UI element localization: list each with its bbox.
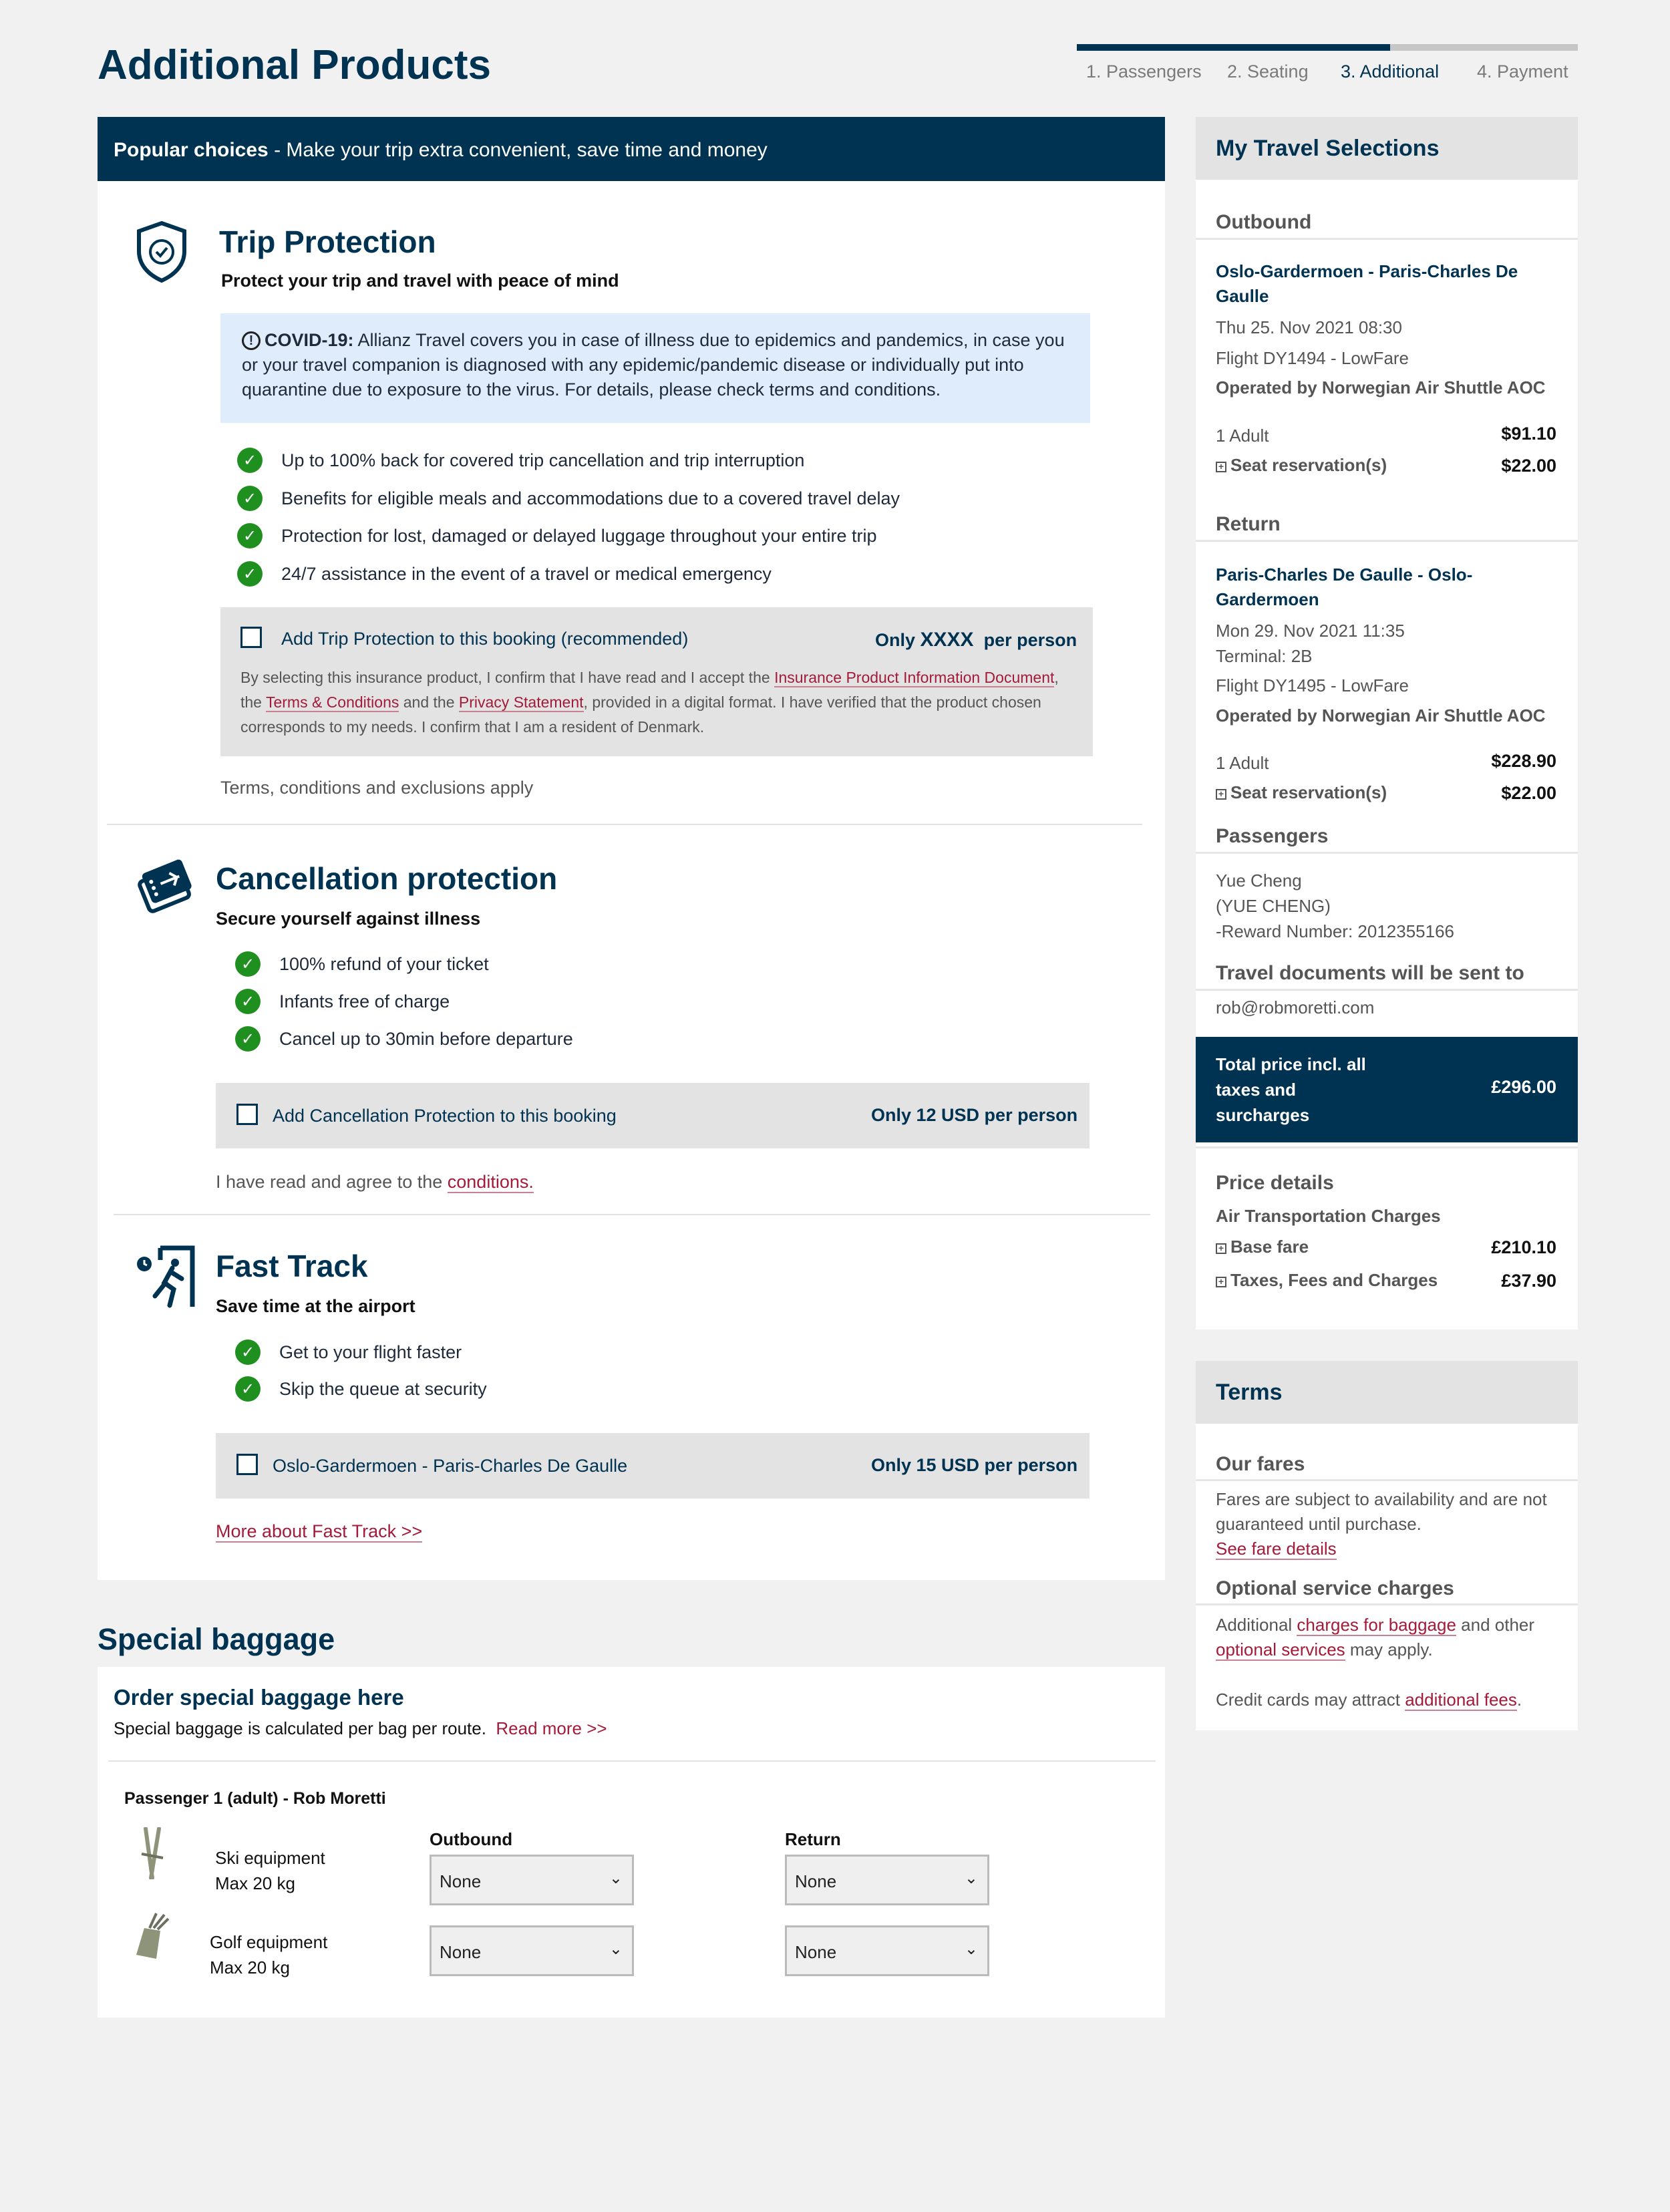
cancellation-subtitle: Secure yourself against illness <box>216 909 481 929</box>
bullet-text: Cancel up to 30min before departure <box>279 1028 573 1049</box>
trip-protection-price <box>875 629 1077 651</box>
terms-note: Terms, conditions and exclusions apply <box>220 778 534 798</box>
list-item <box>237 523 877 548</box>
passenger-label: Passenger 1 (adult) - Rob Moretti <box>124 1789 386 1808</box>
popular-choices-banner <box>98 117 1165 181</box>
cancellation-add-label[interactable]: Add Cancellation Protection to this booking <box>273 1106 617 1126</box>
price-details-heading: Price details <box>1216 1172 1334 1194</box>
trip-protection-checkbox[interactable] <box>240 627 262 648</box>
fast-track-more <box>216 1521 422 1542</box>
golf-equipment-label: Golf equipment Max 20 kg <box>210 1932 328 1978</box>
bullet-text: Skip the queue at security <box>279 1378 487 1399</box>
fast-track-route-label[interactable]: Oslo-Gardermoen - Paris-Charles De Gaulle <box>273 1456 628 1476</box>
documents-heading: Travel documents will be sent to <box>1216 962 1524 984</box>
price-value: XXXX <box>920 629 974 651</box>
ticket-plane-icon <box>136 857 194 921</box>
privacy-statement-link[interactable]: Privacy Statement <box>458 693 584 711</box>
trip-protection-subtitle: Protect your trip and travel with peace of mind <box>221 271 619 291</box>
bullet-text: Get to your flight faster <box>279 1341 462 1362</box>
banner-text: - Make your trip extra convenient, save time and money <box>268 139 768 161</box>
read-more-link[interactable]: Read more >> <box>496 1718 607 1738</box>
return-route: Paris-Charles De Gaulle - Oslo-Gardermoen <box>1216 565 1473 609</box>
list-item <box>235 1376 487 1402</box>
golf-outbound-select[interactable]: None ⌄ <box>430 1925 634 1976</box>
plus-icon: + <box>1216 1277 1226 1287</box>
fast-track-price: Only 15 USD per person <box>871 1455 1078 1475</box>
trip-protection-title: Trip Protection <box>219 224 436 259</box>
optional-charges-text: Additional charges for baggage and other optional services may apply. <box>1216 1615 1535 1660</box>
divider <box>1196 1603 1578 1605</box>
fast-track-title: Fast Track <box>216 1249 368 1283</box>
taxes-fees-toggle[interactable]: + Taxes, Fees and Charges <box>1216 1268 1438 1293</box>
passenger-name: Yue Cheng <box>1216 871 1302 891</box>
return-seat-toggle[interactable]: + Seat reservation(s) <box>1216 780 1387 805</box>
exclamation-icon: ! <box>242 331 261 350</box>
return-seat-price: $22.00 <box>1501 783 1556 803</box>
shield-check-icon <box>135 220 188 283</box>
trip-protection-add-label[interactable]: Add Trip Protection to this booking (recommended) <box>281 629 689 649</box>
terms-conditions-link[interactable]: Terms & Conditions <box>265 693 399 711</box>
divider <box>1196 1479 1578 1481</box>
progress-fill <box>1077 44 1390 51</box>
list-item <box>235 951 489 977</box>
return-column-header: Return <box>785 1829 841 1849</box>
optional-charges-heading: Optional service charges <box>1216 1577 1454 1599</box>
covid-notice <box>220 313 1090 423</box>
chevron-down-icon: ⌄ <box>609 1940 623 1958</box>
outbound-datetime: Thu 25. Nov 2021 08:30 <box>1216 317 1402 337</box>
outbound-adult-label: 1 Adult <box>1216 426 1269 446</box>
divider <box>108 1760 1156 1762</box>
outbound-operator: Operated by Norwegian Air Shuttle AOC <box>1216 377 1546 398</box>
outbound-flight: Flight DY1494 - LowFare <box>1216 348 1409 368</box>
insurance-disclaimer: By selecting this insurance product, I confirm that I have read and I accept the Insurance Product Information Document, the Terms & Conditions and the Privacy Statement, provided in a digital format. I have verified that the product chosen corresponds to my needs. I confirm that I am a resident of Denmark. <box>240 669 1059 736</box>
bullet-text: 100% refund of your ticket <box>279 953 489 974</box>
bullet-text: Up to 100% back for covered trip cancellation and trip interruption <box>281 450 805 470</box>
outbound-heading: Outbound <box>1216 211 1312 233</box>
return-operator: Operated by Norwegian Air Shuttle AOC <box>1216 705 1546 726</box>
price-suffix: per person <box>983 630 1077 650</box>
covid-text: Allianz Travel covers you in case of illness due to epidemics and pandemics, in case you or your travel companion is diagnosed with any epidemic/pandemic disease or individually put into quarantine due to exposure to the virus. For details, please check terms and conditions. <box>242 330 1065 400</box>
divider <box>1196 238 1578 240</box>
price-prefix: Only <box>875 630 916 650</box>
check-icon: ✓ <box>237 561 263 587</box>
total-price-value: £296.00 <box>1491 1077 1556 1097</box>
list-item <box>235 1339 462 1365</box>
bullet-text: 24/7 assistance in the event of a travel or medical emergency <box>281 563 772 584</box>
step-passengers[interactable]: 1. Passengers <box>1086 61 1202 82</box>
plus-icon: + <box>1216 462 1226 472</box>
return-adult-price: $228.90 <box>1491 751 1556 771</box>
conditions-agreement: I have read and agree to the conditions. <box>216 1172 534 1192</box>
banner-bold: Popular choices <box>114 139 269 161</box>
fast-track-checkbox[interactable] <box>236 1454 258 1475</box>
fast-track-icon <box>134 1245 198 1309</box>
check-icon: ✓ <box>235 1339 261 1365</box>
ski-icon <box>138 1827 167 1879</box>
bullet-text: Infants free of charge <box>279 991 450 1011</box>
step-additional: 3. Additional <box>1341 61 1440 82</box>
outbound-seat-toggle[interactable]: + Seat reservation(s) <box>1216 453 1387 478</box>
step-seating[interactable]: 2. Seating <box>1227 61 1309 82</box>
see-fare-details-link[interactable]: See fare details <box>1216 1539 1337 1559</box>
fast-track-subtitle: Save time at the airport <box>216 1296 415 1316</box>
list-item <box>235 989 450 1014</box>
chevron-down-icon: ⌄ <box>609 1869 623 1887</box>
chevron-down-icon: ⌄ <box>964 1940 978 1958</box>
divider <box>1196 540 1578 542</box>
return-heading: Return <box>1216 513 1281 535</box>
ski-return-select[interactable]: None ⌄ <box>785 1855 989 1905</box>
return-datetime: Mon 29. Nov 2021 11:35 <box>1216 621 1405 641</box>
divider <box>1196 1146 1578 1148</box>
divider <box>107 824 1142 825</box>
insurance-product-info-link[interactable]: Insurance Product Information Document <box>774 669 1055 686</box>
special-baggage-title: Special baggage <box>98 1622 335 1656</box>
outbound-seat-price: $22.00 <box>1501 456 1556 476</box>
charges-for-baggage-link[interactable]: charges for baggage <box>1297 1615 1456 1635</box>
divider <box>1196 989 1578 991</box>
ski-outbound-select[interactable]: None ⌄ <box>430 1855 634 1905</box>
check-icon: ✓ <box>235 1376 261 1402</box>
return-terminal: Terminal: 2B <box>1216 646 1313 666</box>
passenger-reward-number: -Reward Number: 2012355166 <box>1216 921 1454 941</box>
plus-icon: + <box>1216 789 1226 800</box>
return-adult-label: 1 Adult <box>1216 753 1269 773</box>
divider <box>1196 852 1578 854</box>
conditions-link[interactable]: conditions. <box>447 1172 534 1192</box>
plus-icon: + <box>1216 1243 1226 1254</box>
covid-label: COVID-19: <box>265 330 354 350</box>
outbound-column-header: Outbound <box>430 1829 513 1849</box>
outbound-adult-price: $91.10 <box>1501 424 1556 444</box>
bullet-text: Benefits for eligible meals and accommodations due to a covered travel delay <box>281 488 900 508</box>
step-payment: 4. Payment <box>1477 61 1568 82</box>
cancellation-checkbox[interactable] <box>236 1104 258 1125</box>
base-fare-value: £210.10 <box>1491 1237 1556 1257</box>
cancellation-price: Only 12 USD per person <box>871 1105 1078 1125</box>
optional-services-link[interactable]: optional services <box>1216 1639 1345 1660</box>
order-special-baggage-title: Order special baggage here <box>114 1685 404 1710</box>
list-item <box>237 561 772 587</box>
our-fares-text: Fares are subject to availability and are not guaranteed until purchase. See fare details <box>1216 1489 1547 1559</box>
ski-equipment-label: Ski equipment Max 20 kg <box>215 1848 325 1893</box>
total-price-label: Total price incl. all taxes and surcharges <box>1216 1054 1366 1125</box>
check-icon: ✓ <box>237 523 263 548</box>
additional-fees-link[interactable]: additional fees <box>1405 1690 1517 1710</box>
chevron-down-icon: ⌄ <box>964 1869 978 1887</box>
list-item <box>235 1026 573 1052</box>
check-icon: ✓ <box>235 951 261 977</box>
credit-card-fees-text: Credit cards may attract additional fees. <box>1216 1690 1522 1710</box>
documents-email: rob@robmoretti.com <box>1216 997 1375 1017</box>
list-item <box>237 486 900 511</box>
divider <box>114 1214 1150 1215</box>
travel-selections-title: My Travel Selections <box>1196 117 1578 180</box>
check-icon: ✓ <box>235 989 261 1014</box>
bullet-text: Protection for lost, damaged or delayed luggage throughout your entire trip <box>281 525 877 546</box>
more-about-fast-track-link[interactable]: More about Fast Track >> <box>216 1521 423 1541</box>
list-item <box>237 448 804 473</box>
passenger-name-caps: (YUE CHENG) <box>1216 896 1331 916</box>
base-fare-toggle[interactable]: + Base fare <box>1216 1235 1309 1259</box>
outbound-route: Oslo-Gardermoen - Paris-Charles De Gaulle <box>1216 261 1518 306</box>
air-transport-charges-label: Air Transportation Charges <box>1216 1206 1441 1226</box>
our-fares-heading: Our fares <box>1216 1453 1305 1475</box>
golf-return-select[interactable]: None ⌄ <box>785 1925 989 1976</box>
golf-bag-icon <box>131 1912 171 1961</box>
page-title: Additional Products <box>98 42 491 88</box>
check-icon: ✓ <box>237 448 263 473</box>
terms-title: Terms <box>1196 1361 1578 1424</box>
check-icon: ✓ <box>235 1026 261 1052</box>
taxes-fees-value: £37.90 <box>1501 1271 1556 1291</box>
check-icon: ✓ <box>237 486 263 511</box>
passengers-heading: Passengers <box>1216 825 1329 847</box>
cancellation-title: Cancellation protection <box>216 861 558 896</box>
order-special-baggage-text: Special baggage is calculated per bag per route. Read more >> <box>114 1718 607 1738</box>
return-flight: Flight DY1495 - LowFare <box>1216 675 1409 695</box>
